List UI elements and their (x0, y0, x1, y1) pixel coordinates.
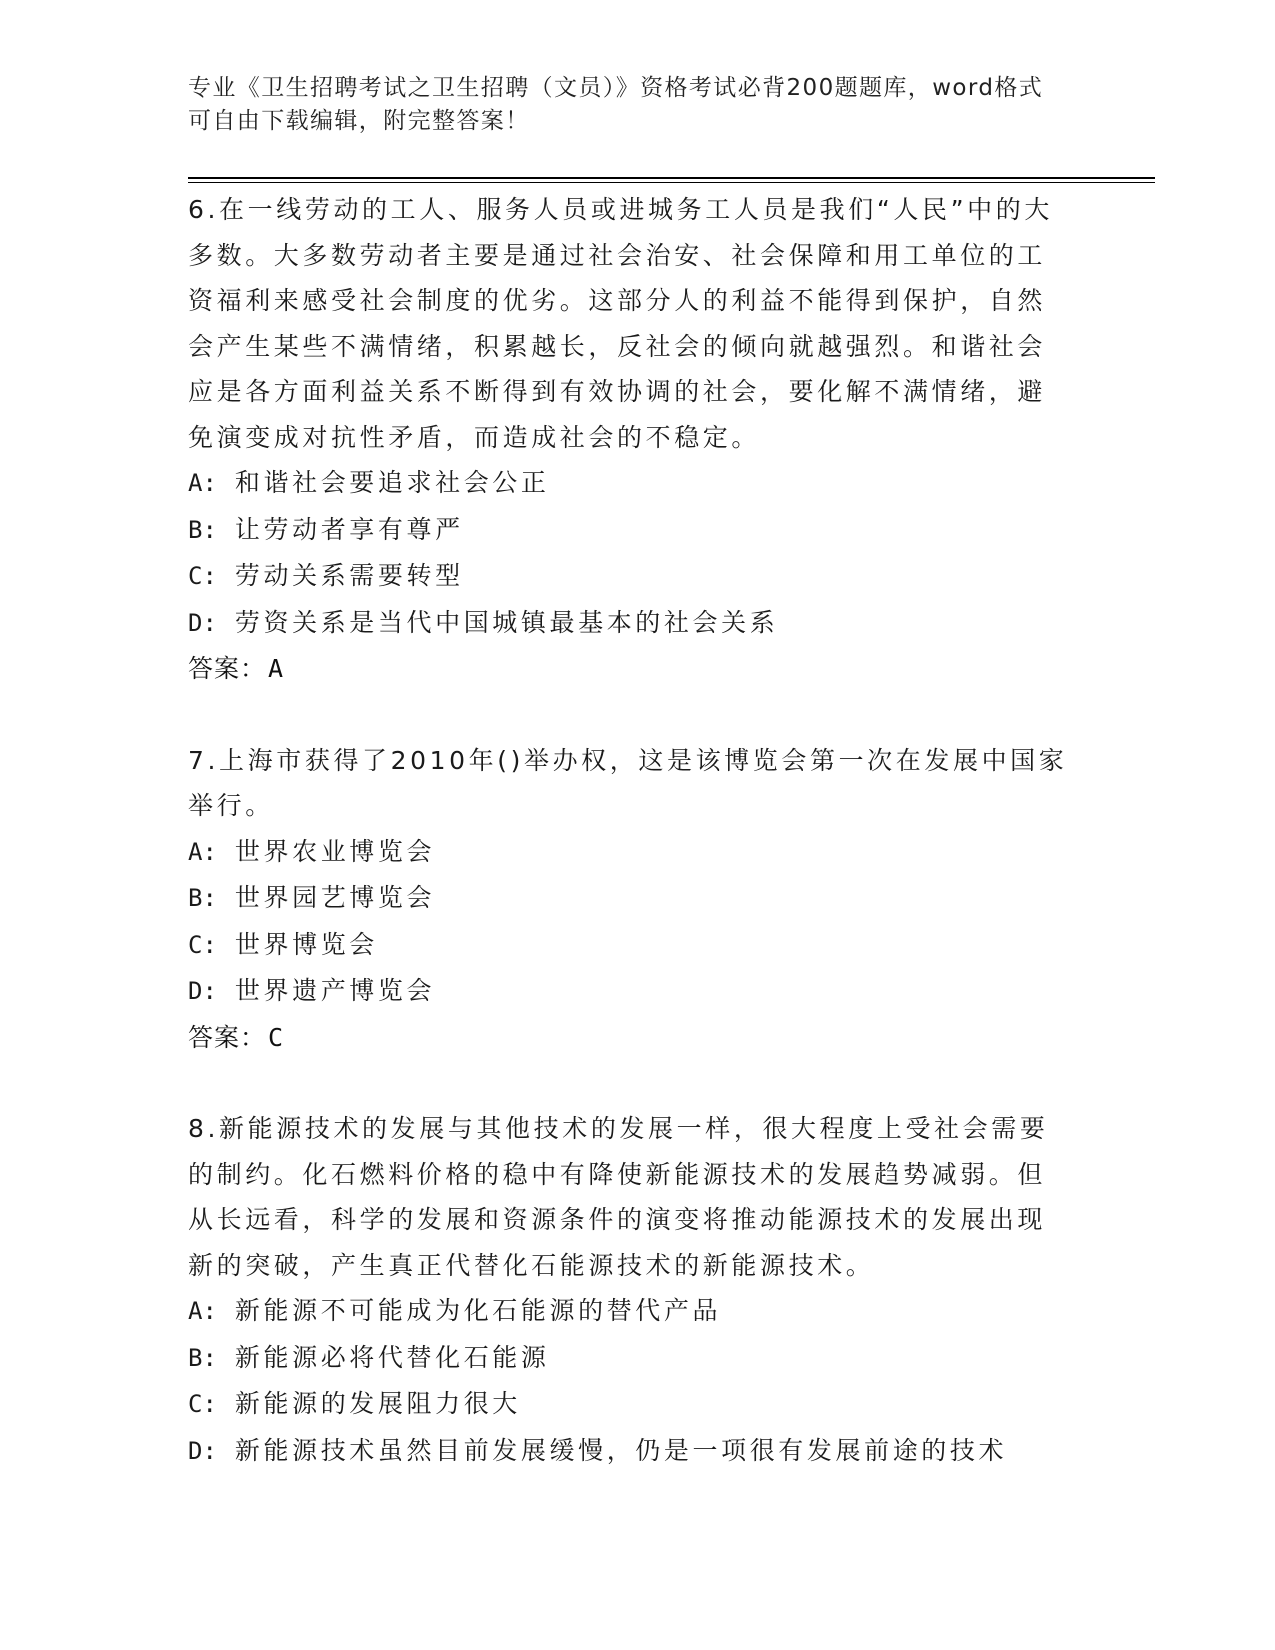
question-8-option-a (188, 1288, 1068, 1335)
question-6-option-b (188, 507, 1068, 554)
question-list (188, 187, 1068, 1474)
question-8 (188, 1106, 1068, 1474)
question-7-option-a (188, 829, 1068, 876)
question-spacer (188, 1060, 1068, 1106)
option-key: A: (188, 837, 217, 866)
option-text: 世界遗产博览会 (234, 976, 436, 1005)
option-text: 世界农业博览会 (234, 836, 436, 866)
question-8-option-d (188, 1428, 1068, 1475)
option-text: 让劳动者享有尊严 (234, 514, 464, 544)
answer-value: C (268, 1022, 285, 1052)
option-key: D: (188, 1436, 217, 1465)
question-8-option-c (188, 1381, 1068, 1428)
option-text: 世界博览会 (234, 929, 378, 959)
answer-label: 答案： (188, 654, 267, 683)
answer-label: 答案： (188, 1022, 267, 1052)
option-key: B: (188, 515, 217, 544)
question-7-option-b (188, 875, 1068, 922)
option-key: C: (188, 930, 217, 959)
question-7-option-d (188, 968, 1068, 1015)
option-text: 新能源不可能成为化石能源的替代产品 (234, 1296, 722, 1325)
header-line-1: 专业《卫生招聘考试之卫生招聘（文员）》资格考试必背200题题库，word格式 (188, 75, 1044, 101)
option-key: D: (188, 977, 217, 1005)
question-6-option-d (188, 600, 1068, 647)
question-7-answer (188, 1015, 1068, 1061)
question-7-option-c (188, 922, 1068, 969)
header-line-2: 可自由下载编辑，附完整答案！ (188, 108, 530, 134)
option-text: 和谐社会要追求社会公正 (234, 468, 550, 497)
document-header (188, 72, 1068, 138)
question-8-option-b (188, 1335, 1068, 1382)
question-6-answer (188, 646, 1068, 692)
question-8-text: 8.新能源技术的发展与其他技术的发展一样，很大程度上受社会需要的制约。化石燃料价格的稳中有降使新能源技术的发展趋势减弱。但从长远看，科学的发展和资源条件的演变将推动能源技术的发展出现新的突破，产生真正代替化石能源技术的新能源技术。 (188, 1114, 1049, 1280)
question-spacer (188, 692, 1068, 738)
answer-value: A (268, 654, 285, 683)
question-6-option-a (188, 460, 1068, 507)
option-text: 新能源的发展阻力很大 (234, 1389, 521, 1418)
option-key: C: (188, 562, 217, 590)
option-text: 世界园艺博览会 (234, 883, 436, 912)
question-6 (188, 187, 1068, 692)
question-6-text: 6.在一线劳动的工人、服务人员或进城务工人员是我们“人民”中的大多数。大多数劳动者主要是通过社会治安、社会保障和用工单位的工资福利来感受社会制度的优劣。这部分人的利益不能得到保护，自然会产生某些不满情绪，积累越长，反社会的倾向就越强烈。和谐社会应是各方面利益关系不断得到有效协调的社会，要化解不满情绪，避免演变成对抗性矛盾，而造成社会的不稳定。 (188, 195, 1053, 452)
option-key: A: (188, 469, 217, 497)
option-text: 劳动关系需要转型 (234, 561, 464, 590)
question-7 (188, 738, 1068, 1061)
option-key: A: (188, 1297, 217, 1325)
header-rule-thick (188, 177, 1155, 179)
question-7-text: 7.上海市获得了2010年()举办权，这是该博览会第一次在发展中国家举行。 (188, 745, 1068, 820)
option-text: 新能源必将代替化石能源 (234, 1342, 550, 1372)
option-text: 劳资关系是当代中国城镇最基本的社会关系 (234, 607, 779, 637)
question-6-option-c (188, 553, 1068, 600)
option-key: C: (188, 1390, 217, 1418)
option-key: B: (188, 884, 217, 912)
option-text: 新能源技术虽然目前发展缓慢，仍是一项很有发展前途的技术 (234, 1435, 1008, 1465)
header-rule-thin (188, 182, 1155, 183)
option-key: D: (188, 608, 217, 637)
option-key: B: (188, 1343, 217, 1372)
